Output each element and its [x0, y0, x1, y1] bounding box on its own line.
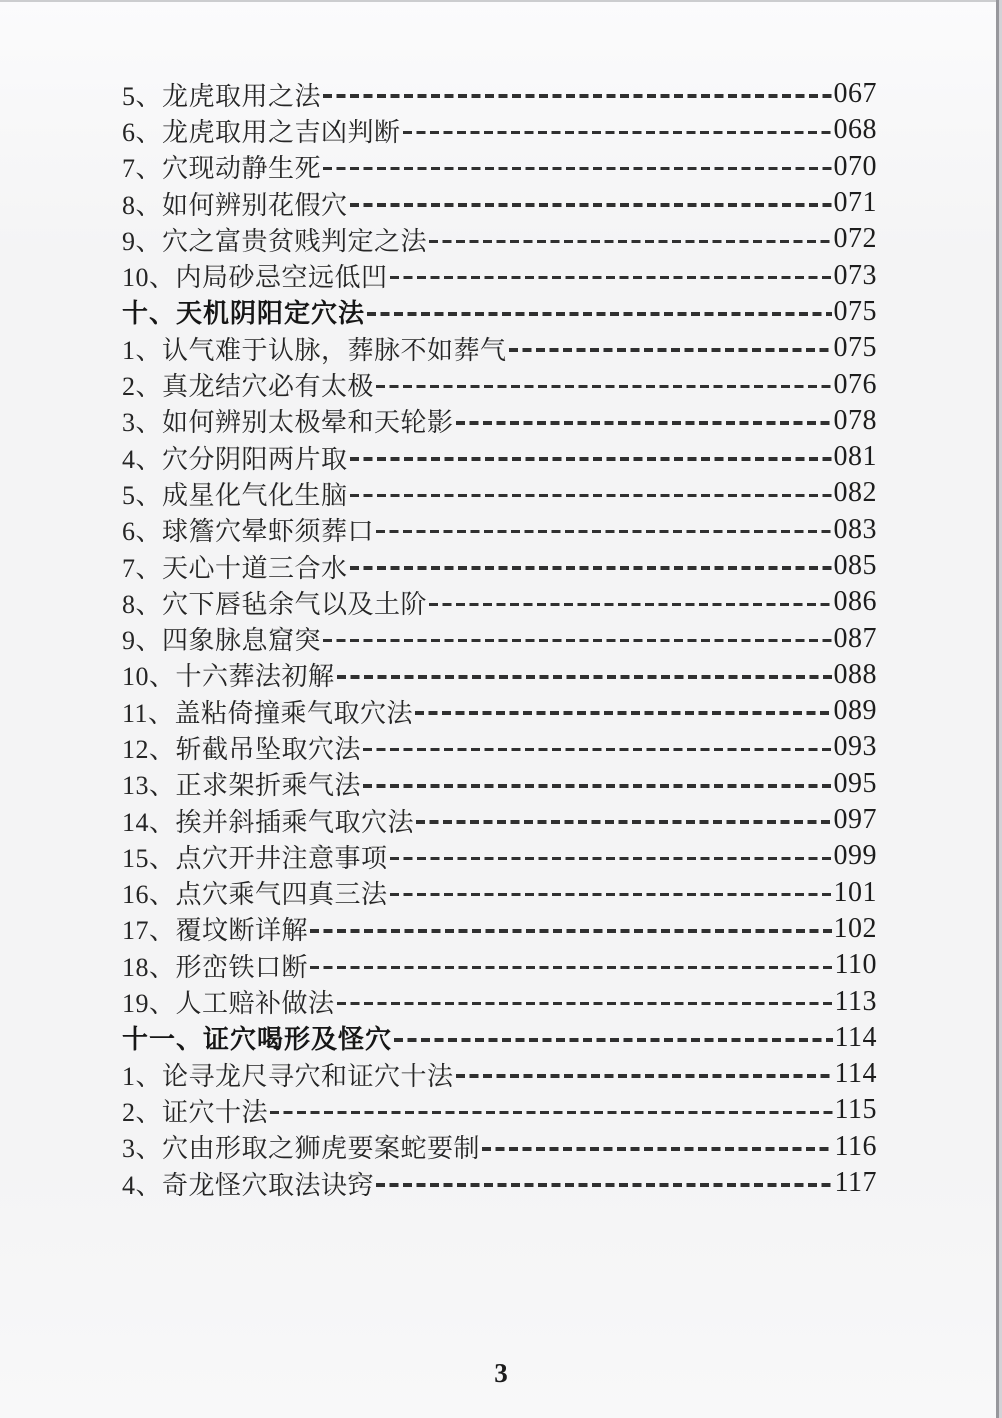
toc-entry-title: 十一、证穴喝形及怪穴: [122, 1025, 393, 1055]
toc-entry-page: 085: [833, 550, 877, 581]
toc-dash-leader: [403, 131, 832, 135]
toc-entry-title: 15、点穴开井注意事项: [122, 843, 388, 873]
toc-entry-title: 8、穴下唇毡余气以及土阶: [122, 589, 428, 619]
toc-dash-leader: [482, 1147, 833, 1151]
toc-entry-page: 068: [833, 114, 877, 146]
toc-entry-title: 3、穴由形取之狮虎要案蛇要制: [122, 1134, 481, 1164]
toc-row: [122, 1020, 877, 1056]
toc-row: [122, 838, 877, 874]
toc-row: [122, 983, 877, 1019]
toc-row: [122, 185, 877, 221]
toc-entry-page: 081: [833, 441, 877, 473]
toc-entry-page: 070: [833, 150, 877, 182]
toc-row: [122, 1129, 877, 1165]
toc-row: [122, 257, 877, 293]
toc-row: [122, 439, 877, 475]
toc-dash-leader: [350, 494, 832, 498]
toc-row: [122, 766, 877, 802]
toc-dash-leader: [429, 603, 831, 607]
toc-entry-title: 10、内局砂忌空远低凹: [122, 263, 388, 293]
toc-dash-leader: [367, 312, 831, 316]
toc-dash-leader: [350, 457, 832, 461]
toc-entry-title: 7、天心十道三合水: [122, 553, 348, 583]
table-of-contents: [122, 76, 877, 1201]
toc-entry-page: 088: [833, 658, 877, 690]
scan-edge-top: [0, 0, 1002, 2]
toc-row: [122, 366, 877, 402]
toc-entry-title: 18、形峦铁口断: [122, 952, 309, 982]
toc-dash-leader: [456, 421, 832, 425]
toc-row: [122, 512, 877, 548]
toc-entry-page: 114: [834, 1058, 877, 1090]
toc-entry-title: 2、证穴十法: [122, 1097, 269, 1127]
toc-entry-title: 1、论寻龙尺寻穴和证穴十法: [122, 1061, 454, 1091]
toc-entry-page: 101: [833, 876, 877, 908]
toc-dash-leader: [323, 167, 831, 171]
toc-dash-leader: [270, 1111, 833, 1115]
toc-entry-title: 3、如何辨别太极晕和天轮影: [122, 408, 454, 438]
toc-dash-leader: [350, 566, 832, 570]
toc-entry-title: 4、奇龙怪穴取法诀窍: [122, 1170, 375, 1200]
toc-entry-page: 075: [833, 332, 877, 364]
toc-entry-page: 078: [833, 404, 877, 436]
toc-entry-title: 6、球簷穴晕虾须葬口: [122, 517, 375, 547]
toc-entry-page: 097: [833, 804, 877, 836]
toc-entry-page: 110: [834, 949, 877, 981]
toc-entry-page: 102: [833, 912, 877, 944]
toc-row: [122, 475, 877, 511]
toc-dash-leader: [323, 94, 831, 98]
toc-row: [122, 947, 877, 983]
toc-entry-title: 10、十六葬法初解: [122, 662, 335, 692]
toc-entry-page: 114: [834, 1021, 877, 1053]
toc-entry-page: 076: [833, 368, 877, 400]
toc-dash-leader: [363, 748, 831, 752]
toc-entry-page: 117: [834, 1167, 877, 1199]
toc-entry-page: 087: [833, 622, 877, 654]
toc-entry-title: 11、盖粘倚撞乘气取穴法: [122, 698, 414, 728]
toc-row: [122, 330, 877, 366]
toc-row: [122, 149, 877, 185]
toc-entry-page: 072: [833, 223, 877, 255]
toc-entry-page: 113: [834, 985, 877, 1017]
toc-dash-leader: [390, 893, 832, 897]
toc-dash-leader: [416, 820, 831, 824]
toc-entry-title: 5、成星化气化生脑: [122, 480, 348, 510]
toc-entry-page: 086: [833, 586, 877, 618]
toc-dash-leader: [376, 1183, 833, 1187]
toc-dash-leader: [363, 784, 831, 788]
toc-dash-leader: [376, 530, 831, 534]
toc-row: [122, 584, 877, 620]
toc-entry-page: 093: [833, 731, 877, 763]
scan-edge-right: [996, 0, 999, 1418]
toc-entry-title: 2、真龙结穴必有太极: [122, 372, 375, 402]
toc-entry-page: 083: [833, 513, 877, 545]
toc-dash-leader: [456, 1074, 833, 1078]
toc-row: [122, 1056, 877, 1092]
toc-dash-leader: [429, 240, 831, 244]
toc-dash-leader: [376, 385, 831, 389]
toc-entry-title: 8、如何辨别花假穴: [122, 190, 348, 220]
toc-dash-leader: [323, 639, 831, 643]
toc-row: [122, 875, 877, 911]
toc-entry-title: 14、挨并斜插乘气取穴法: [122, 807, 415, 837]
toc-entry-title: 19、人工赔补做法: [122, 989, 335, 1019]
toc-dash-leader: [394, 1038, 833, 1042]
page-number: 3: [494, 1358, 508, 1388]
toc-entry-page: 073: [833, 259, 877, 291]
toc-entry-page: 067: [833, 78, 877, 110]
toc-entry-title: 6、龙虎取用之吉凶判断: [122, 117, 401, 147]
toc-entry-title: 9、穴之富贵贫贱判定之法: [122, 226, 428, 256]
toc-entry-title: 17、覆坟断详解: [122, 916, 309, 946]
toc-entry-title: 7、穴现动静生死: [122, 154, 322, 184]
toc-dash-leader: [390, 857, 832, 861]
toc-entry-page: 089: [833, 695, 877, 727]
toc-row: [122, 76, 877, 112]
toc-row: [122, 729, 877, 765]
toc-entry-page: 099: [833, 840, 877, 872]
toc-entry-page: 095: [833, 767, 877, 799]
toc-entry-title: 13、正求架折乘气法: [122, 771, 362, 801]
toc-dash-leader: [310, 966, 833, 970]
toc-row: [122, 693, 877, 729]
toc-row: [122, 620, 877, 656]
toc-dash-leader: [310, 929, 831, 933]
toc-row: [122, 1165, 877, 1201]
toc-entry-title: 9、四象脉息窟突: [122, 626, 322, 656]
toc-dash-leader: [350, 203, 832, 207]
toc-entry-title: 1、认气难于认脉，葬脉不如葬气: [122, 335, 507, 365]
toc-entry-title: 4、穴分阴阳两片取: [122, 444, 348, 474]
toc-entry-title: 十、天机阴阳定穴法: [122, 299, 366, 329]
toc-dash-leader: [415, 711, 831, 715]
toc-dash-leader: [509, 348, 832, 352]
toc-row: [122, 1092, 877, 1128]
toc-row: [122, 294, 877, 330]
toc-dash-leader: [337, 1002, 833, 1006]
toc-row: [122, 221, 877, 257]
toc-row: [122, 548, 877, 584]
toc-row: [122, 911, 877, 947]
toc-entry-title: 16、点穴乘气四真三法: [122, 880, 388, 910]
toc-entry-page: 075: [833, 295, 877, 327]
toc-entry-page: 115: [834, 1094, 877, 1126]
toc-row: [122, 657, 877, 693]
toc-entry-page: 116: [834, 1130, 877, 1162]
toc-entry-title: 12、斩截吊坠取穴法: [122, 735, 362, 764]
toc-row: [122, 802, 877, 838]
toc-dash-leader: [337, 675, 832, 679]
toc-entry-title: 5、龙虎取用之法: [122, 81, 322, 111]
toc-entry-page: 071: [833, 187, 877, 219]
toc-row: [122, 403, 877, 439]
toc-row: [122, 112, 877, 148]
toc-dash-leader: [390, 276, 832, 280]
toc-entry-page: 082: [833, 477, 877, 509]
